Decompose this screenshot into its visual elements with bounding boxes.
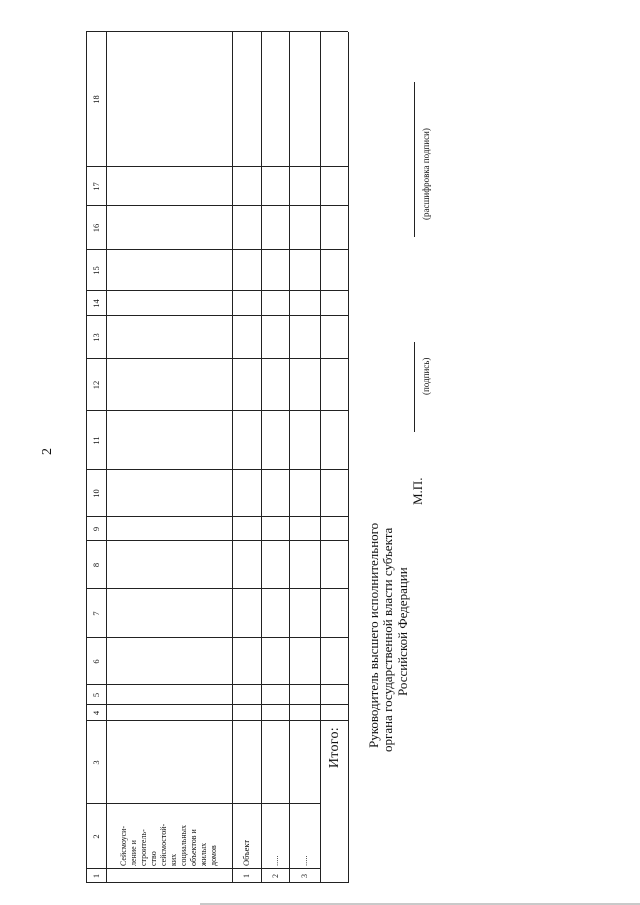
page-number: 2 xyxy=(40,448,55,455)
grid-vline xyxy=(86,516,348,517)
grid-vline xyxy=(86,540,348,541)
description-line: домов xyxy=(209,845,218,866)
grid-hline xyxy=(261,32,262,883)
grid-vline xyxy=(86,704,348,705)
grid-hline xyxy=(232,32,233,883)
position-line-1: Руководитель высшего исполнительного xyxy=(366,522,381,748)
table-row-name: ..... xyxy=(299,855,309,866)
grid-vline xyxy=(86,469,348,470)
description-line: сейсмостой- xyxy=(159,823,168,866)
signature-caption: (подпись) xyxy=(421,357,431,395)
column-number-5: 5 xyxy=(90,692,101,698)
column-number-11: 11 xyxy=(90,436,101,445)
table-row-name: Объект xyxy=(241,839,251,866)
column-number-18: 18 xyxy=(90,95,101,104)
position-line-2: органа государственной власти субъекта xyxy=(380,527,395,752)
table-row-number: 3 xyxy=(300,874,309,878)
grid-vline xyxy=(86,410,348,411)
grid-vline xyxy=(86,205,348,206)
column-number-6: 6 xyxy=(90,659,101,664)
position-line-3: Российской Федерации xyxy=(395,567,410,696)
description-line: объектов и xyxy=(189,829,198,866)
decoding-caption: (расшифровка подписи) xyxy=(421,128,431,220)
grid-vline xyxy=(86,637,348,638)
column-number-10: 10 xyxy=(90,489,101,498)
grid-vline xyxy=(86,358,348,359)
table-row-number: 2 xyxy=(270,874,280,878)
grid-hline xyxy=(106,32,107,883)
grid-hline xyxy=(289,32,290,883)
description-line: строитель- xyxy=(139,829,148,866)
grid-vline xyxy=(86,31,348,32)
column-number-7: 7 xyxy=(90,611,101,616)
grid-vline xyxy=(86,290,348,291)
column-number-4: 4 xyxy=(90,710,101,716)
grid-vline xyxy=(86,315,348,316)
grid-vline xyxy=(86,684,348,685)
column-number-1: 1 xyxy=(90,873,101,879)
description-line: ство xyxy=(149,851,158,866)
grid-vline xyxy=(86,249,348,250)
column-number-16: 16 xyxy=(90,223,101,233)
column-number-17: 17 xyxy=(90,182,101,191)
column-number-3: 3 xyxy=(90,760,101,765)
column-number-8: 8 xyxy=(90,562,101,568)
grid-vline xyxy=(86,588,348,589)
description-line: Сейсмоуси- xyxy=(119,825,128,866)
grid-hline xyxy=(348,32,349,883)
table-row-number: 1 xyxy=(242,874,251,878)
report-table xyxy=(86,32,348,883)
table-grid xyxy=(86,32,348,883)
column-number-12: 12 xyxy=(90,380,101,390)
column-number-2: 2 xyxy=(90,834,101,839)
description-line: ких xyxy=(169,853,178,866)
grid-vline xyxy=(86,166,348,167)
stamp-placeholder: М.П. xyxy=(410,477,425,505)
signature-line xyxy=(414,342,415,432)
column-number-15: 15 xyxy=(90,266,101,275)
grid-vline xyxy=(86,720,348,721)
column-number-9: 9 xyxy=(90,526,101,532)
column-number-14: 14 xyxy=(90,299,101,308)
description-cell xyxy=(106,804,232,869)
description-line: социальных xyxy=(179,824,188,866)
decoding-line xyxy=(414,82,415,237)
table-row-name: ..... xyxy=(269,855,280,866)
description-line: жилых xyxy=(199,842,208,866)
column-number-13: 13 xyxy=(90,333,101,342)
description-line: ление и xyxy=(129,840,138,866)
total-label: Итого: xyxy=(326,727,342,769)
